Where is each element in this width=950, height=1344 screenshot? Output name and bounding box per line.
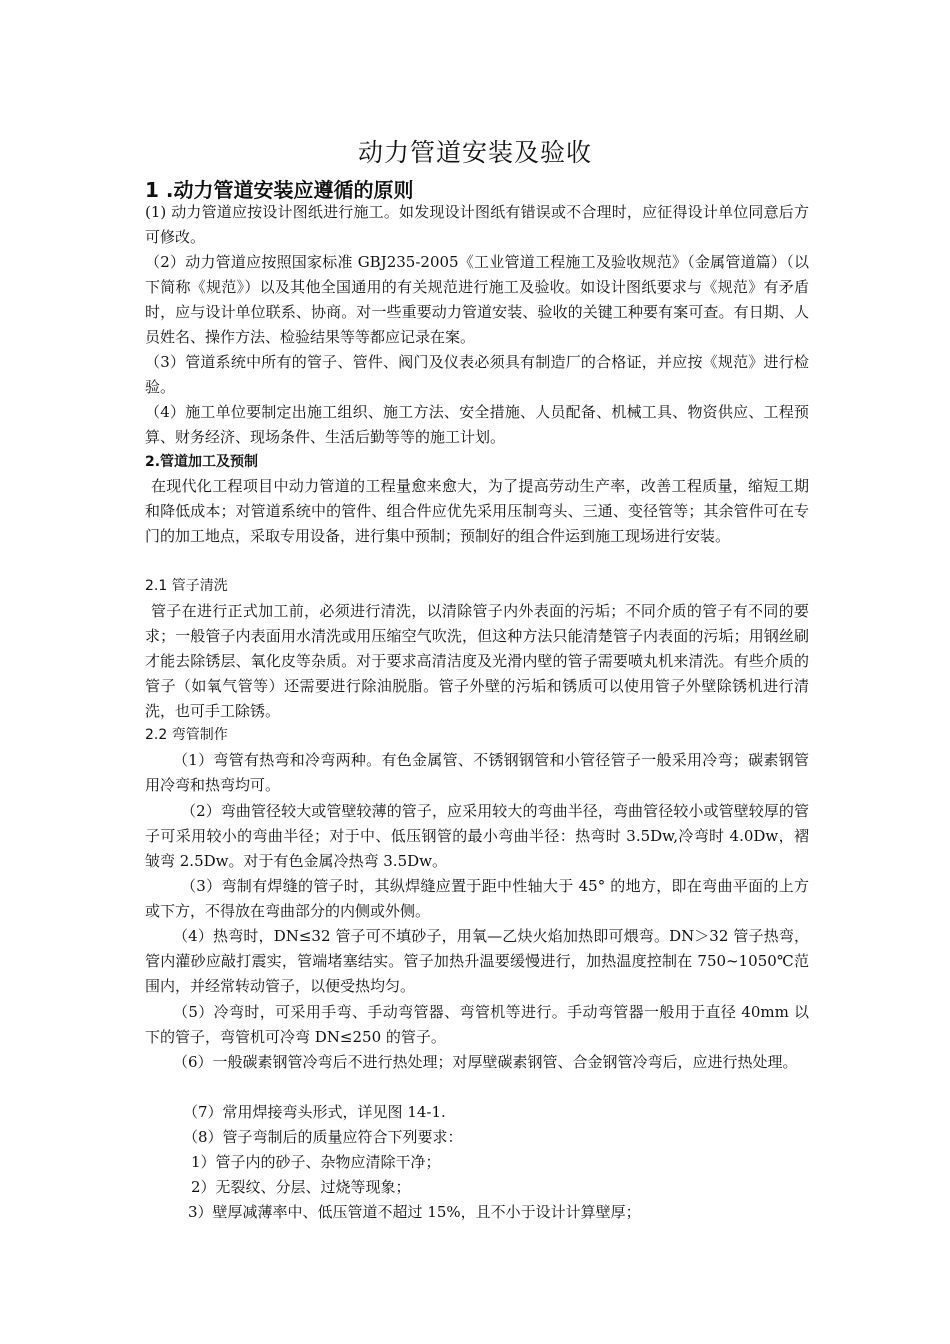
- bend-item-1: （1）弯管有热弯和冷弯两种。有色金属管、不锈钢钢管和小管径管子一般采用冷弯；碳素钢管用冷弯和热弯均可。: [145, 751, 809, 794]
- bend-item-5: （5）冷弯时，可采用手弯、手动弯管器、弯管机等进行。手动弯管器一般用于直径 40mm 以下的管子，弯管机可冷弯 DN≤250 的管子。: [145, 1003, 809, 1046]
- bend-item-2: （2）弯曲管径较大或管壁较薄的管子，应采用较大的弯曲半径，弯曲管径较小或管壁较厚的管子可采用较小的弯曲半径；对于中、低压钢管的最小弯曲半径：热弯时 3.5Dw,冷弯时 4.0Dw，褶皱弯 2.5Dw。对于有色金属冷热弯 3.5Dw。: [145, 802, 809, 870]
- paragraph-1: (1) 动力管道应按设计图纸进行施工。如发现设计图纸有错误或不合理时，应征得设计单位同意后方可修改。: [145, 203, 809, 246]
- section-2-1-heading: 2.1 管子清洗: [145, 578, 228, 594]
- section-2-2-heading: 2.2 弯管制作: [145, 727, 228, 743]
- paragraph-4: （4）施工单位要制定出施工组织、施工方法、安全措施、人员配备、机械工具、物资供应、工程预算、财务经济、现场条件、生活后勤等等的施工计划。: [145, 403, 809, 446]
- paragraph-2: （2）动力管道应按照国家标准 GBJ235-2005《工业管道工程施工及验收规范》（金属管道篇）（以下简称《规范》）以及其他全国通用的有关规范进行施工及验收。如设计图纸要求与《规范》有矛盾时，应与设计单位联系、协商。对一些重要动力管道安装、验收的关键工种要有案可查。有日期、人员姓名、操作方法、检验结果等等都应记录在案。: [145, 253, 809, 346]
- requirement-1: 1）管子内的砂子、杂物应清除干净；: [191, 1153, 441, 1171]
- bend-item-8: （8）管子弯制后的质量应符合下列要求：: [183, 1128, 463, 1146]
- section-2-heading: 2.管道加工及预制: [145, 454, 259, 470]
- section-1-heading: 1 .动力管道安装应遵循的原则: [145, 178, 414, 202]
- document-title: 动力管道安装及验收: [357, 138, 592, 167]
- bend-item-4: （4）热弯时，DN≤32 管子可不填砂子，用氧—乙炔火焰加热即可煨弯。DN＞32 管子热弯，管内灌砂应敲打震实，管端堵塞结实。管子加热升温要缓慢进行，加热温度控制在 750~1050℃范围内，并经常转动管子，以便受热均匀。: [145, 927, 809, 995]
- bend-item-7: （7）常用焊接弯头形式，详见图 14-1.: [183, 1103, 446, 1121]
- requirement-3: 3）壁厚减薄率中、低压管道不超过 15%，且不小于设计计算壁厚；: [188, 1203, 641, 1221]
- section-2-1-text: 管子在进行正式加工前，必须进行清洗，以清除管子内外表面的污垢；不同介质的管子有不同的要求；一般管子内表面用水清洗或用压缩空气吹洗，但这种方法只能清楚管子内表面的污垢；用钢丝刷才能去除锈层、氧化皮等杂质。对于要求高清洁度及光滑内壁的管子需要喷丸机来清洗。有些介质的管子（如氧气管等）还需要进行除油脱脂。管子外壁的污垢和锈质可以使用管子外壁除锈机进行清洗，也可手工除锈。: [145, 602, 809, 720]
- paragraph-3: （3）管道系统中所有的管子、管件、阀门及仪表必须具有制造厂的合格证，并应按《规范》进行检验。: [145, 353, 809, 396]
- requirement-2: 2）无裂纹、分层、过烧等现象；: [191, 1178, 411, 1196]
- bend-item-6: （6）一般碳素钢管冷弯后不进行热处理；对厚壁碳素钢管、合金钢管冷弯后，应进行热处理。: [173, 1053, 798, 1071]
- section-2-intro: 在现代化工程项目中动力管道的工程量愈来愈大，为了提高劳动生产率，改善工程质量，缩短工期和降低成本；对管道系统中的管件、组合件应优先采用压制弯头、三通、变径管等；其余管件可在专门的加工地点，采取专用设备，进行集中预制；预制好的组合件运到施工现场进行安装。: [145, 477, 809, 545]
- bend-item-3: （3）弯制有焊缝的管子时，其纵焊缝应置于距中性轴大于 45° 的地方，即在弯曲平面的上方或下方，不得放在弯曲部分的内侧或外侧。: [145, 877, 809, 920]
